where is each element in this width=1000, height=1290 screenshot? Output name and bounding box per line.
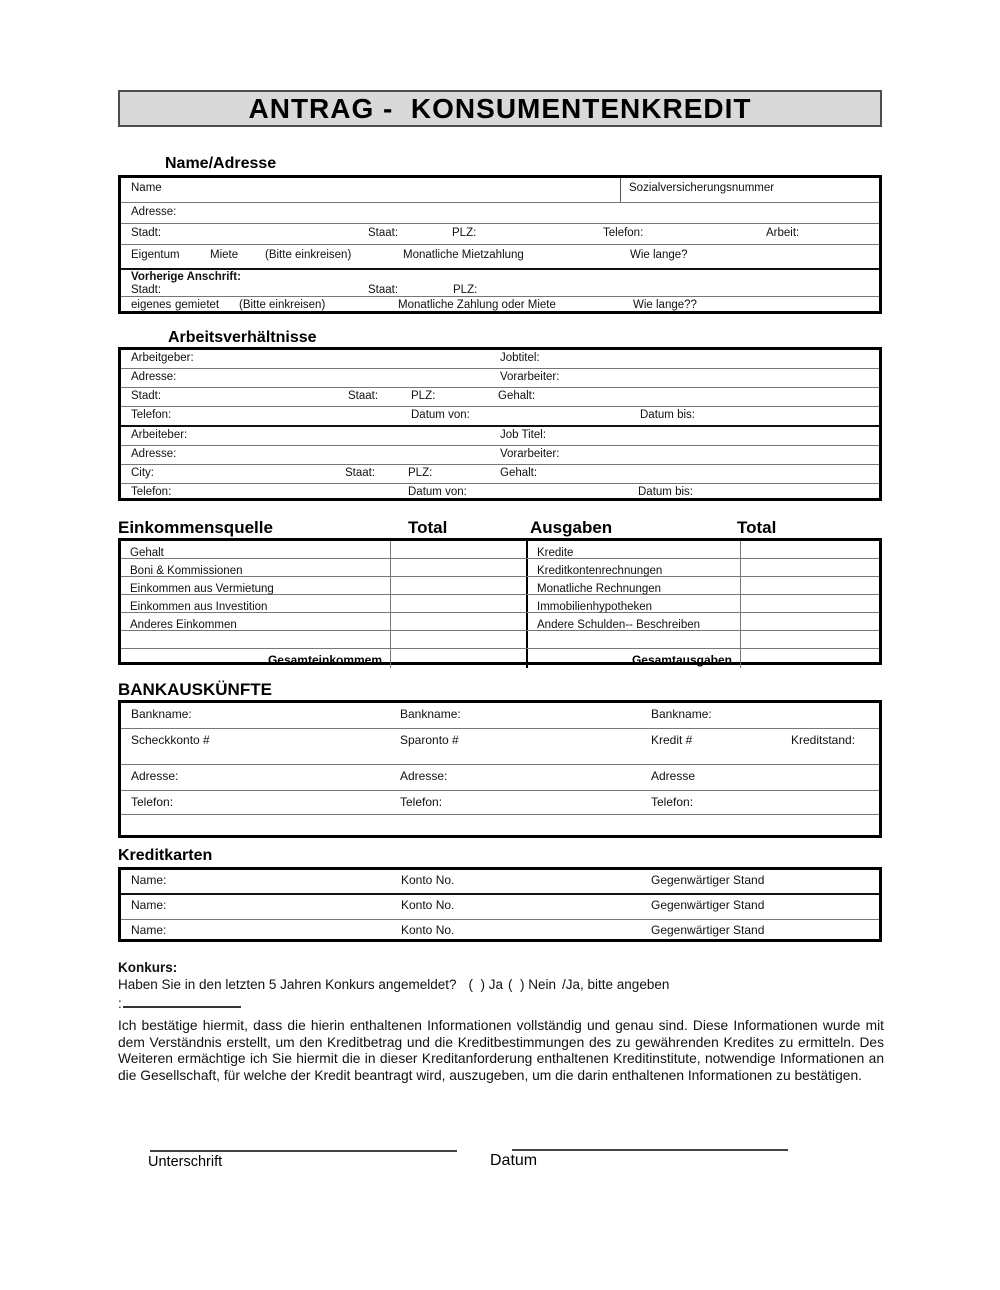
credit-cards-table (118, 867, 882, 942)
credit-card-row[interactable] (121, 870, 879, 895)
emp2-city-label: City: (131, 467, 154, 479)
bank-table (118, 700, 882, 838)
employment-table (118, 347, 882, 501)
income-label-cell: Gehalt (121, 541, 391, 558)
cc-name-label: Name: (131, 923, 167, 937)
emp2-phone-label: Telefon: (131, 486, 172, 498)
previous-address-row[interactable] (121, 270, 879, 297)
expense-value-cell[interactable] (741, 541, 879, 558)
bank-address1-label: Adresse: (131, 769, 179, 783)
prev-circle-instruction: (Bitte einkreisen) (239, 299, 326, 311)
emp1-phone-label: Telefon: (131, 409, 172, 421)
expense-heading: Ausgaben (530, 518, 613, 537)
expense-value-cell[interactable] (741, 631, 879, 648)
bankruptcy-yes-option[interactable]: ( ) Ja (468, 977, 503, 992)
zip-label: PLZ: (452, 227, 477, 239)
bank-name-row[interactable] (121, 703, 879, 729)
employer2-phone-row[interactable] (121, 484, 879, 504)
savings-account-label: Sparonto # (400, 733, 459, 747)
income-value-cell[interactable] (391, 631, 528, 648)
bank-accounts-row[interactable] (121, 729, 879, 765)
income-expense-row (121, 577, 879, 595)
form-title: ANTRAG - KONSUMENTENKREDIT (248, 92, 752, 124)
income-total-heading: Total (408, 518, 448, 537)
expense-label-cell: Monatliche Rechnungen (528, 577, 741, 594)
income-expense-row (121, 631, 879, 649)
income-expense-row (121, 541, 879, 559)
income-heading: Einkommensquelle (118, 518, 273, 537)
credit-account-label: Kredit # (651, 733, 693, 747)
bankname3-label: Bankname: (651, 707, 712, 721)
bank-phone-row[interactable] (121, 791, 879, 815)
prev-rent-option[interactable]: gemietet (175, 299, 220, 311)
address-label: Adresse: (131, 206, 177, 218)
emp2-state-label: Staat: (345, 467, 376, 479)
income-value-cell[interactable] (391, 577, 528, 594)
cc-balance-label: Gegenwärtiger Stand (651, 873, 765, 887)
income-expense-table (118, 538, 882, 665)
previous-address-label: Vorherige Anschrift: (131, 271, 241, 283)
circle-instruction: (Bitte einkreisen) (265, 249, 352, 261)
income-value-cell[interactable] (391, 613, 528, 630)
prev-how-long-label: Wie lange?? (633, 299, 697, 311)
income-expense-row (121, 595, 879, 613)
expense-total-value-cell[interactable] (741, 649, 879, 668)
prev-city-label: Stadt: (131, 284, 162, 296)
expense-label-cell: Kreditkontenrechnungen (528, 559, 741, 576)
city-label: Stadt: (131, 227, 162, 239)
income-value-cell[interactable] (391, 595, 528, 612)
expense-total-heading: Total (737, 518, 777, 537)
monthly-payment-label: Monatliche Zahlung oder Miete (398, 299, 556, 311)
income-expense-row (121, 559, 879, 577)
credit-balance-label: Kreditstand: (791, 733, 856, 747)
income-label-cell: Einkommen aus Investition (121, 595, 391, 612)
section-heading-credit-cards: Kreditkarten (118, 847, 213, 864)
income-label-cell: Boni & Kommissionen (121, 559, 391, 576)
own-option[interactable]: Eigentum (131, 249, 180, 261)
how-long-label: Wie lange? (630, 249, 688, 261)
prev-own-option[interactable]: eigenes (131, 299, 172, 311)
bankruptcy-no-option[interactable]: ( ) Nein (508, 977, 557, 992)
bankruptcy-detail-prefix: : (118, 996, 122, 1011)
employer2-row[interactable] (121, 427, 879, 446)
phone-label: Telefon: (603, 227, 644, 239)
employer1-address-row[interactable] (121, 369, 879, 388)
emp1-zip-label: PLZ: (411, 390, 436, 402)
employer2-label: Arbeiteber: (131, 429, 188, 441)
bank-phone2-label: Telefon: (400, 795, 443, 809)
emp2-salary-label: Gehalt: (500, 467, 538, 479)
bank-address-row[interactable] (121, 765, 879, 791)
emp1-state-label: Staat: (348, 390, 379, 402)
employer1-phone-row[interactable] (121, 407, 879, 427)
income-expense-row (121, 613, 879, 631)
emp1-salary-label: Gehalt: (498, 390, 536, 402)
bankruptcy-question: Haben Sie in den letzten 5 Jahren Konkurs angemeldet? (118, 977, 457, 992)
form-title-bar (118, 90, 882, 127)
emp1-date-from-label: Datum von: (411, 409, 470, 421)
emp1-date-to-label: Datum bis: (640, 409, 695, 421)
income-value-cell[interactable] (391, 541, 528, 558)
own-rent-row (121, 245, 879, 270)
credit-card-row[interactable] (121, 895, 879, 920)
section-heading-employment: Arbeitsverhältnisse (168, 329, 317, 346)
declaration-paragraph: Ich bestätige hiermit, dass die hierin enthaltenen Informationen vollständig und genau sind. Diese Informationen wurde mit dem Verständnis erstellt, um den Kreditbetrag und die Kreditbestimmungen des zu gewährenden Kredites zu ermitteln. Des Weiteren ermächtige ich Sie hiermit die in dieser Kreditanforderung enthaltenen Kreditinstitute, notwendige Informationen an die Gesellschaft, für welche der Kredit beantragt wird, auszugeben, um die darin enthaltenen Informationen zu bestätigen. (118, 1018, 884, 1083)
bank-address2-label: Adresse: (400, 769, 448, 783)
employer1-row[interactable] (121, 350, 879, 369)
income-label-cell: Anderes Einkommen (121, 613, 391, 630)
totals-row (121, 649, 879, 668)
bankruptcy-detail-line[interactable] (123, 993, 241, 1008)
emp2-date-to-label: Datum bis: (638, 486, 693, 498)
emp2-zip-label: PLZ: (408, 467, 433, 479)
section-heading-bank: BANKAUSKÜNFTE (118, 680, 272, 699)
bank-address3-label: Adresse (651, 769, 696, 783)
name-ssn-row[interactable] (121, 178, 879, 203)
monthly-rent-label: Monatliche Mietzahlung (403, 249, 524, 261)
employer2-address-row[interactable] (121, 446, 879, 465)
bankname1-label: Bankname: (131, 707, 192, 721)
expense-label-cell: Immobilienhypotheken (528, 595, 741, 612)
expense-label-cell (528, 631, 741, 648)
employer1-label: Arbeitgeber: (131, 352, 194, 364)
name-ssn-divider (620, 178, 621, 202)
state-label: Staat: (368, 227, 399, 239)
cc-balance-label: Gegenwärtiger Stand (651, 923, 765, 937)
cc-name-label: Name: (131, 898, 167, 912)
supervisor2-label: Vorarbeiter: (500, 448, 560, 460)
prev-own-rent-row (121, 297, 879, 317)
bank-phone3-label: Telefon: (651, 795, 694, 809)
date-line[interactable] (512, 1149, 788, 1151)
income-total-value-cell[interactable] (391, 649, 528, 668)
address2-label: Adresse: (131, 448, 177, 460)
bankruptcy-if-yes-label: /Ja, bitte angeben (562, 977, 670, 992)
date-label: Datum (490, 1152, 538, 1169)
bankruptcy-question-line (118, 977, 669, 992)
cc-account-label: Konto No. (401, 923, 455, 937)
expense-value-cell[interactable] (741, 577, 879, 594)
cc-balance-label: Gegenwärtiger Stand (651, 898, 765, 912)
jobtitle2-label: Job Titel: (500, 429, 547, 441)
rent-option[interactable]: Miete (210, 249, 239, 261)
employer2-city-row[interactable] (121, 465, 879, 484)
signature-line[interactable] (150, 1150, 457, 1152)
bankname2-label: Bankname: (400, 707, 461, 721)
expense-value-cell[interactable] (741, 559, 879, 576)
bankruptcy-detail-row (118, 993, 241, 1011)
cc-account-label: Konto No. (401, 898, 455, 912)
emp2-date-from-label: Datum von: (408, 486, 467, 498)
prev-zip-label: PLZ: (453, 284, 478, 296)
checking-account-label: Scheckkonto # (131, 733, 210, 747)
name-label: Name (131, 182, 162, 194)
income-total-label-cell: Gesamteinkommem (121, 649, 391, 668)
income-label-cell (121, 631, 391, 648)
income-label-cell: Einkommen aus Vermietung (121, 577, 391, 594)
ssn-label: Sozialversicherungsnummer (629, 182, 775, 194)
expense-label-cell: Andere Schulden-- Beschreiben (528, 613, 741, 630)
signature-label: Unterschrift (148, 1154, 223, 1170)
expense-value-cell[interactable] (741, 613, 879, 630)
section-heading-name-address: Name/Adresse (165, 155, 277, 172)
city-state-zip-row[interactable] (121, 224, 879, 245)
work-label: Arbeit: (766, 227, 800, 239)
expense-total-label-cell: Gesamtausgaben (528, 649, 741, 668)
cc-account-label: Konto No. (401, 873, 455, 887)
emp1-city-label: Stadt: (131, 390, 162, 402)
address-row[interactable] (121, 203, 879, 224)
prev-state-label: Staat: (368, 284, 399, 296)
expense-value-cell[interactable] (741, 595, 879, 612)
expense-label-cell: Kredite (528, 541, 741, 558)
address1-label: Adresse: (131, 371, 177, 383)
name-address-table (118, 175, 882, 314)
jobtitle1-label: Jobtitel: (500, 352, 540, 364)
cc-name-label: Name: (131, 873, 167, 887)
bankruptcy-heading: Konkurs: (118, 960, 178, 975)
credit-card-row[interactable] (121, 920, 879, 945)
supervisor1-label: Vorarbeiter: (500, 371, 560, 383)
income-value-cell[interactable] (391, 559, 528, 576)
bank-phone1-label: Telefon: (131, 795, 174, 809)
employer1-city-row[interactable] (121, 388, 879, 407)
bank-empty-row[interactable] (121, 815, 879, 841)
